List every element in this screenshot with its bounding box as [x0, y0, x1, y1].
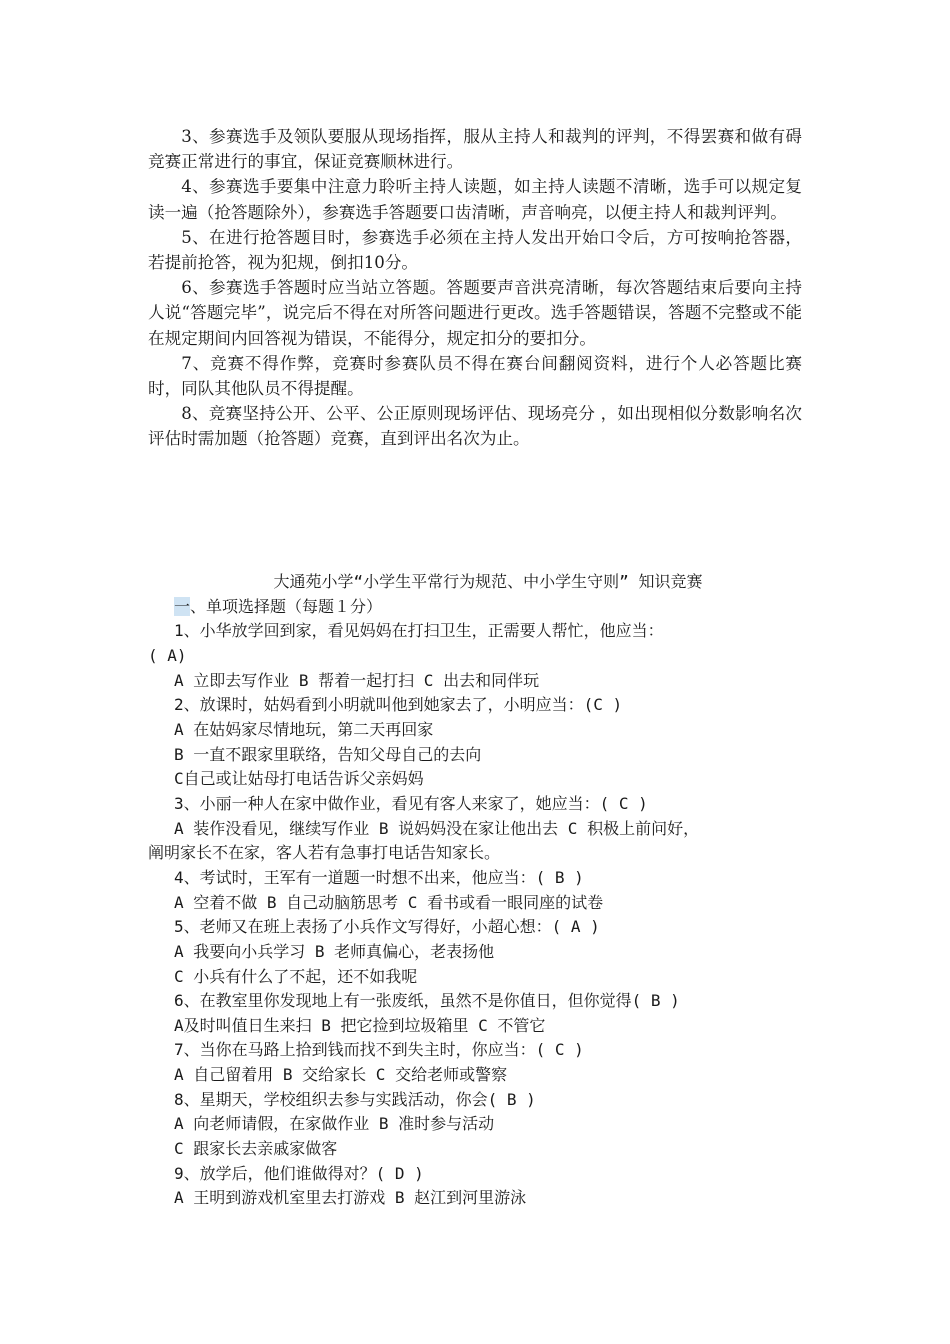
rule-paragraph: 4、参赛选手要集中注意力聆听主持人读题，如主持人读题不清晰，选手可以规定复读一遍（抢答题除外），参赛选手答题要口齿清晰，声音响亮，以便主持人和裁判评判。	[148, 177, 802, 222]
options-line: A 立即去写作业 B 帮着一起打扫 C 出去和同伴玩	[174, 670, 540, 690]
options-line: A 向老师请假，在家做作业 B 准时参与活动	[174, 1114, 495, 1134]
question-line: 5、老师又在班上表扬了小兵作文写得好，小超心想：( A )	[174, 917, 600, 937]
section-heading-text: 、单项选择题（每题１分）	[190, 596, 383, 616]
quiz-title: 大通苑小学“小学生平常行为规范、中小学生守则” 知识竞赛	[273, 572, 703, 591]
rule-paragraph: 7、竞赛不得作弊，竞赛时参赛队员不得在赛台间翻阅资料，进行个人必答题比赛时，同队其他队员不得提醒。	[148, 353, 802, 399]
rule-paragraph: 5、在进行抢答题目时，参赛选手必须在主持人发出开始口令后，方可按响抢答器，若提前抢答，视为犯规，倒扣10分。	[148, 227, 802, 273]
options-line: C自己或让姑母打电话告诉父亲妈妈	[174, 769, 424, 789]
question-line: 7、当你在马路上拾到钱而找不到失主时，你应当：( C )	[174, 1040, 584, 1060]
answer-line: ( A)	[148, 645, 187, 665]
options-line: 阐明家长不在家，客人若有急事打电话告知家长。	[148, 843, 501, 863]
question-line: 8、星期天，学校组织去参与实践活动，你会( B )	[174, 1089, 536, 1109]
options-line: A 王明到游戏机室里去打游戏 B 赵江到河里游泳	[174, 1188, 527, 1208]
rule-paragraph: 6、参赛选手答题时应当站立答题。答题要声音洪亮清晰，每次答题结束后要向主持人说“答题完毕”，说完后不得在对所答问题进行更改。选手答题错误，答题不完整或不能在规定期间内回答视为错误，不能得分，规定扣分的要扣分。	[148, 278, 802, 348]
section-heading	[148, 595, 808, 620]
options-line: A及时叫值日生来扫 B 把它捡到垃圾箱里 C 不管它	[174, 1015, 546, 1035]
options-line: A 在姑妈家尽情地玩，第二天再回家	[174, 719, 434, 739]
question-line: 6、在教室里你发现地上有一张废纸，虽然不是你值日，但你觉得( B )	[174, 991, 680, 1011]
options-line: A 装作没看见，继续写作业 B 说妈妈没在家让他出去 C 积极上前问好，	[174, 818, 700, 838]
options-line: A 我要向小兵学习 B 老师真偏心，老表扬他	[174, 941, 495, 961]
options-line: C 小兵有什么了不起，还不如我呢	[174, 966, 418, 986]
options-line: A 空着不做 B 自己动脑筋思考 C 看书或看一眼同座的试卷	[174, 892, 604, 912]
question-line: 9、放学后，他们谁做得对？( D )	[174, 1163, 424, 1183]
quiz-section	[148, 570, 808, 1211]
question-line: 2、放课时，姑妈看到小明就叫他到她家去了，小明应当：(C )	[174, 695, 623, 715]
question-line: 3、小丽一种人在家中做作业，看见有客人来家了，她应当：( C )	[174, 793, 648, 813]
question-line: 1、小华放学回到家，看见妈妈在打扫卫生，正需要人帮忙，他应当：	[174, 621, 664, 641]
competition-rules	[148, 124, 802, 452]
question-line: 4、考试时，王军有一道题一时想不出来，他应当：( B )	[174, 867, 584, 887]
options-line: C 跟家长去亲戚家做客	[174, 1139, 338, 1159]
rule-paragraph: 3、参赛选手及领队要服从现场指挥，服从主持人和裁判的评判，不得罢赛和做有碍竞赛正常进行的事宜，保证竞赛顺林进行。	[148, 127, 802, 172]
section-heading-highlight: 一	[174, 596, 191, 616]
options-line: B 一直不跟家里联络，告知父母自己的去向	[174, 744, 482, 764]
rule-paragraph: 8、竞赛坚持公开、公平、公正原则现场评估、现场亮分 ，如出现相似分数影响名次评估时需加题（抢答题）竞赛，直到评出名次为止。	[148, 404, 802, 449]
options-line: A 自己留着用 B 交给家长 C 交给老师或警察	[174, 1065, 508, 1085]
